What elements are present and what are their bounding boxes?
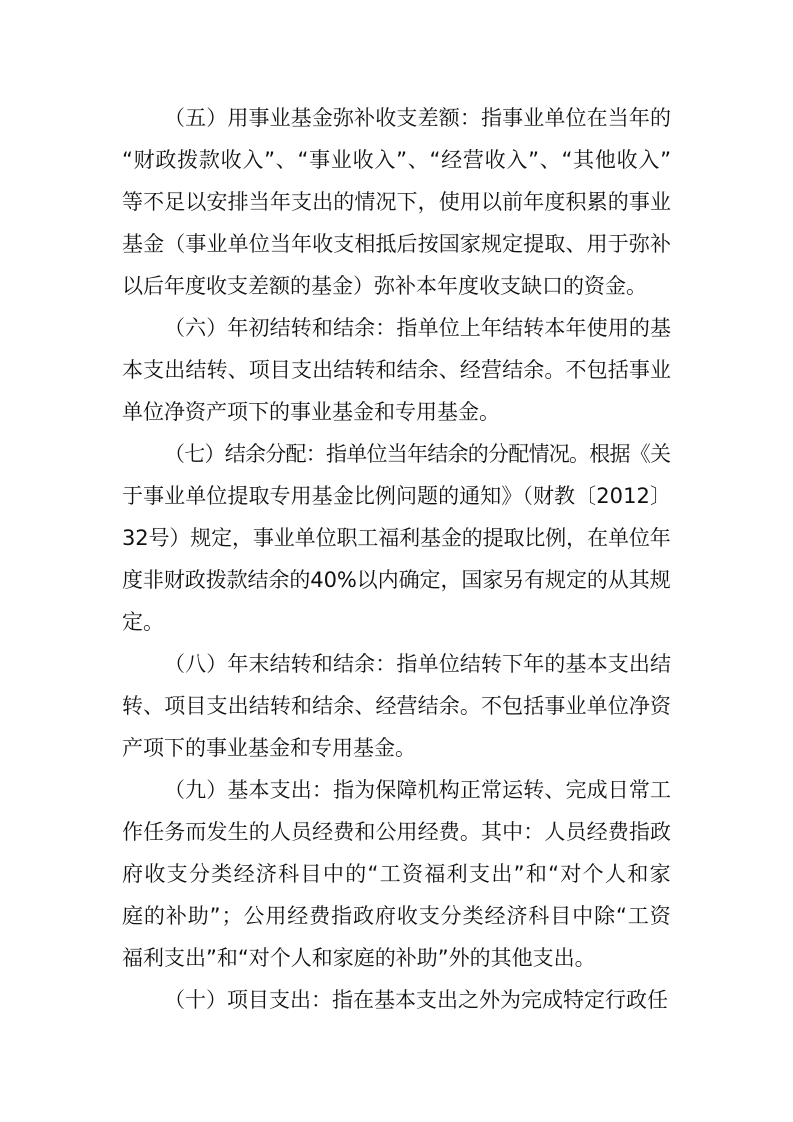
- paragraph-line: 单位净资产项下的事业基金和专用基金。: [122, 400, 500, 424]
- paragraph-line: 基金（事业单位当年收支相抵后按国家规定提取、用于弥补: [122, 232, 672, 256]
- paragraph-line: 本支出结转、项目支出结转和结余、经营结余。不包括事业: [122, 358, 672, 382]
- paragraph-line: （八）年末结转和结余：指单位结转下年的基本支出结: [164, 652, 672, 676]
- paragraph-line: （十）项目支出：指在基本支出之外为完成特定行政任: [164, 988, 668, 1012]
- paragraph-line: 庭的补助”；公用经费指政府收支分类经济科目中除“工资: [122, 904, 672, 928]
- paragraph-line: 32号）规定，事业单位职工福利基金的提取比例，在单位年: [122, 526, 671, 550]
- paragraph-line: 产项下的事业基金和专用基金。: [122, 736, 416, 760]
- paragraph-line: （七）结余分配：指单位当年结余的分配情况。根据《关: [164, 442, 671, 466]
- paragraph-line: 府收支分类经济科目中的“工资福利支出”和“对个人和家: [122, 862, 672, 886]
- paragraph-line: 度非财政拨款结余的40%以内确定，国家另有规定的从其规: [122, 568, 671, 592]
- paragraph-line: “财政拨款收入”、“事业收入”、“经营收入”、“其他收入”: [122, 148, 672, 172]
- paragraph-line: 福利支出”和“对个人和家庭的补助”外的其他支出。: [122, 946, 596, 970]
- paragraph-line: 以后年度收支差额的基金）弥补本年度收支缺口的资金。: [122, 274, 647, 298]
- paragraph-line: 于事业单位提取专用基金比例问题的通知》（财教〔2012〕: [122, 484, 672, 508]
- paragraph-line: 转、项目支出结转和结余、经营结余。不包括事业单位净资: [122, 694, 672, 718]
- paragraph-line: 作任务而发生的人员经费和公用经费。其中：人员经费指政: [122, 820, 672, 844]
- paragraph-line: 等不足以安排当年支出的情况下，使用以前年度积累的事业: [122, 190, 672, 214]
- paragraph-line: （六）年初结转和结余：指单位上年结转本年使用的基: [164, 316, 672, 340]
- paragraph-line: （五）用事业基金弥补收支差额：指事业单位在当年的: [164, 106, 672, 130]
- paragraph-line: （九）基本支出：指为保障机构正常运转、完成日常工: [164, 778, 672, 802]
- paragraph-line: 定。: [122, 610, 164, 634]
